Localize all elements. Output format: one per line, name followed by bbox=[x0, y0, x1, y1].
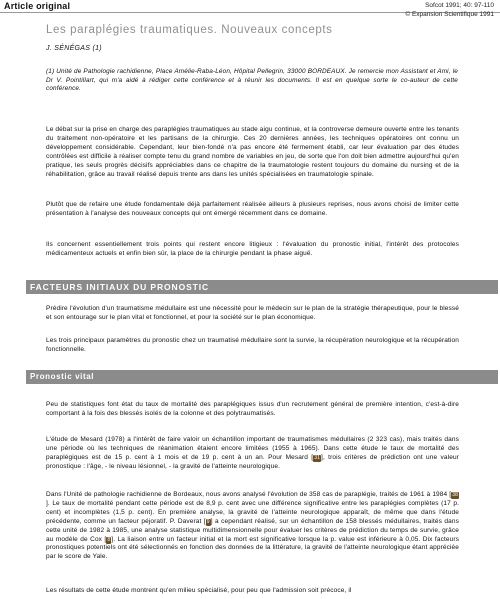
section-heading-vital-prognosis: Pronostic vital bbox=[26, 370, 498, 384]
body-paragraph-mesard-study bbox=[46, 436, 459, 472]
citation-line-1: Sofcot 1991; 40: 97-110 bbox=[425, 2, 494, 9]
intro-paragraph-3: Ils concernent essentiellement trois points qui restent encore litigieux : l'évaluation du pronostic initial, l'intérêt des protocoles médicamenteux actuels et enfin bien sûr, la place de la chirurgie pendant la phase aiguë. bbox=[46, 241, 459, 257]
reference-link-9[interactable]: 9 bbox=[206, 518, 210, 525]
bordeaux-text-d: ]. La liaison entre un facteur initial et la mort est significative lorsque la p. value est inférieure à 0,05. Dix facteurs pronostiques potentiels ont été sélectionnés en fonction des données de la littérature, la gravité de l'atteinte neurologique étant appréciée par le score de Yale. bbox=[46, 535, 459, 561]
article-title: Les paraplégies traumatiques. Nouveaux concepts bbox=[46, 24, 333, 36]
intro-paragraph-1: Le débat sur la prise en charge des paraplégies traumatiques au stade aigu continue, et la controverse demeure ouverte entre les tenants du traitement non-opératoire et les partisans de la chirurgie. Ces 20 dernières années, les techniques opératoires ont connu un développement considérable. Cependant, leur bien-fondé n'a pas encore été fermement établi, car leur évaluation par des études contrôlées est difficile à réaliser compte tenu du grand nombre de variables en jeu, de sorte que l'on doit bien admettre aujourd'hui qu'en pratique, les seuls progrès décisifs appréciables dans ce chapitre de la traumatologie restent toujours du domaine du nursing et de la réhabilitation, grâce au travail réalisé depuis trente ans dans les unités spécialisées en traumatologie spinale. bbox=[46, 126, 459, 178]
bordeaux-text-b: ]. Le taux de mortalité pendant cette période est de 8,9 p. cent avec une différence significative entre les paraplégies complètes (17 p. cent) et incomplètes (1,5 p. cent). En première analyse, la gravité de l'atteinte neurologique apparaît, de même que dans l'étude précédente, comme un facteur péjoratif. P. Daverat [ bbox=[46, 499, 459, 525]
reference-link-8[interactable]: 8 bbox=[107, 536, 111, 543]
author-affiliation: (1) Unité de Pathologie rachidienne, Place Amélie-Raba-Léon, Hôpital Pellegrin, 33000 BORDEAUX. Je remercie mon Assistant et Ami, le Dr V. Pointillart, qui m'a aidé à rédiger cette conférence et à réunir les documents. Il est en quelque sorte le co-auteur de cette conférence. bbox=[46, 68, 458, 93]
section-heading-initial-factors: FACTEURS INITIAUX DU PRONOSTIC bbox=[26, 280, 498, 294]
article-type-label: Article original bbox=[4, 1, 71, 11]
body-paragraph-mortality-stats: Peu de statistiques font état du taux de mortalité des paraplégiques issus d'un recrutement général de première intention, c'est-à-dire comportant à la fois des blessés isolés de la colonne et des polytraumatisés. bbox=[46, 401, 459, 417]
intro-paragraph-2: Plutôt que de refaire une étude fondamentale déjà parfaitement réalisée ailleurs à plusieurs reprises, nous avons choisi de limiter cette présentation à l'analyse des nouveaux concepts qui ont émergé récemment dans ce domaine. bbox=[46, 201, 459, 217]
reference-link-38[interactable]: 38 bbox=[452, 492, 458, 498]
body-paragraph-results: Les résultats de cette étude montrent qu'en milieu spécialisé, pour peu que l'admission soit précoce, il bbox=[46, 587, 352, 594]
citation-line-2: © Expansion Scientifique 1991 bbox=[405, 10, 494, 18]
journal-citation bbox=[405, 2, 494, 19]
body-paragraph-parameters: Les trois principaux paramètres du pronostic chez un traumatisé médullaire sont la survie, la récupération neurologique et la récupération fonctionnelle. bbox=[46, 337, 459, 353]
body-paragraph-bordeaux-study bbox=[46, 491, 459, 562]
mesard-text-b: ], trois critères de prédiction ont une valeur pronostique : l'âge, - le niveau lésionnel, - la gravité de l'atteinte neurologique. bbox=[46, 453, 459, 470]
bordeaux-text-c: ] a cependant réalisé, sur un échantillon de 158 blessés médullaires, traités dans cette unité de 1982 à 1985, une analyse statistique multidimensionnelle pour évaluer les critères de prédiction du temps de survie, grâce au modèle de Cox [ bbox=[46, 517, 459, 543]
body-paragraph-prediction: Prédire l'évolution d'un traumatisme médullaire est une nécessité pour le médecin sur le plan de la stratégie thérapeutique, pour le blessé et son entourage sur le plan vital et fonctionnel, et pour la société sur le plan économique. bbox=[46, 305, 459, 321]
mesard-text-a: L'étude de Mesard (1978) a l'intérêt de faire valoir un échantillon important de traumatismes médullaires (2 323 cas), mais traités dans une période où les techniques de réanimation étaient encore limitées (1955 à 1965). Dans cette étude le taux de mortalité des paraplégiques est de 15 p. cent à 1 mois et de 19 p. cent à un an. Pour Mesard [ bbox=[46, 436, 459, 461]
article-author: J. SÉNÉGAS (1) bbox=[46, 45, 102, 52]
bordeaux-text-a: Dans l'Unité de pathologie rachidienne de Bordeaux, nous avons analysé l'évolution de 358 cas de paraplégie, traités de 1961 à 1984 [ bbox=[46, 491, 452, 498]
reference-link-31[interactable]: 31 bbox=[314, 454, 321, 461]
